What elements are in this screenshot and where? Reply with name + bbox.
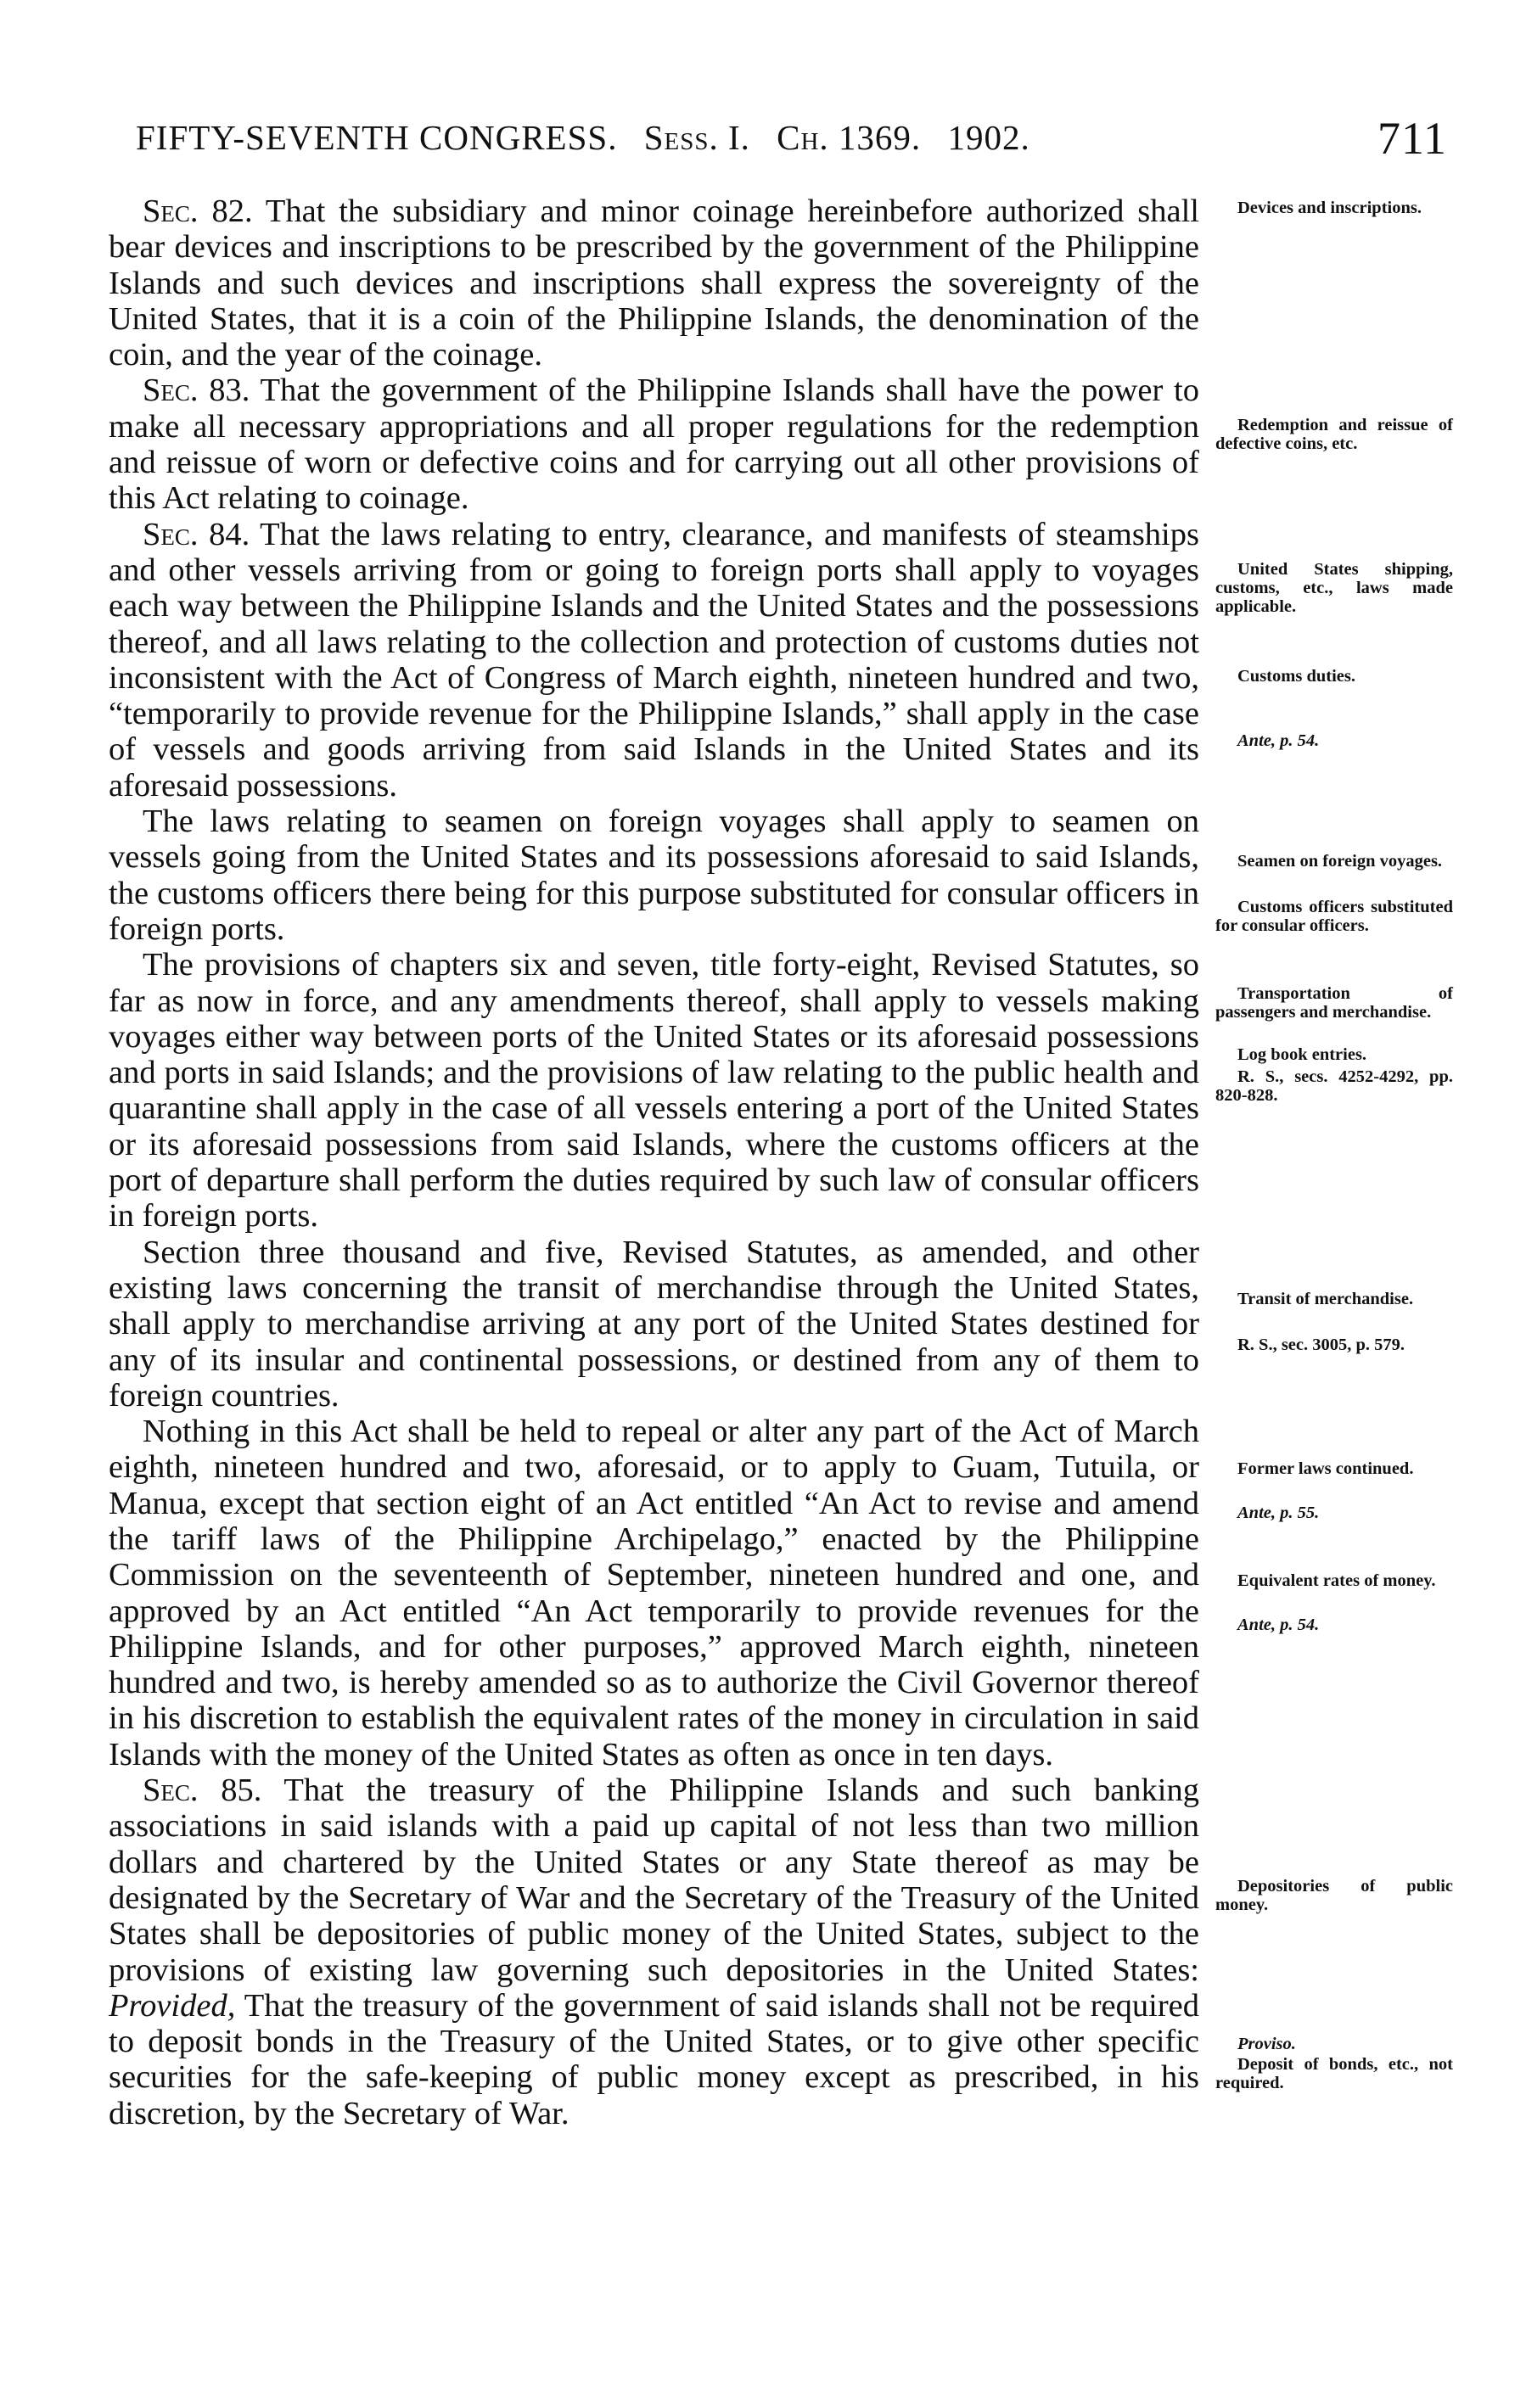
statute-text: [109, 193, 1199, 2131]
section-label: Sec. 83.: [143, 372, 250, 409]
section-text: That the laws relating to entry, clearance, and manifests of steamships and other vessels arriving from or going to foreign ports shall apply to voyages each way between the Philippine Islands and the United States and the possessions thereof, and all laws relating to the collection and protection of customs duties not inconsistent with the Act of Congress of March eighth, nineteen hundred and two, “temporarily to provide revenue for the Philippine Islands,” shall apply in the case of vessels and goods arriving from said Islands in the United States and its aforesaid possessions.: [109, 516, 1199, 804]
margin-note-depositories: Depositories of public money.: [1215, 1877, 1453, 1914]
page-number: 711: [1377, 113, 1447, 164]
margin-note-deposit-bonds: Deposit of bonds, etc., not required.: [1215, 2055, 1453, 2092]
proviso-word: Provided,: [109, 1987, 236, 2024]
section-text: That the subsidiary and minor coinage hereinbefore authorized shall bear devices and inscriptions to be prescribed by the government of the Philippine Islands and such devices and inscriptions shall express the sovereignty of the United States, that it is a coin of the Philippine Islands, the denomination of the coin, and the year of the coinage.: [109, 193, 1199, 373]
margin-note-transportation: Transportation of passengers and merchandise.: [1215, 984, 1453, 1022]
running-title-line: [136, 117, 1047, 158]
margin-note-customs-duties: Customs duties.: [1237, 667, 1355, 686]
margin-note-proviso: Proviso.: [1237, 2035, 1296, 2053]
margin-note-redemption: Redemption and reissue of defective coins, etc.: [1215, 416, 1453, 453]
section-label: Sec. 82.: [143, 193, 253, 229]
margin-note-ante-54: Ante, p. 54.: [1237, 731, 1320, 750]
running-title: FIFTY-SEVENTH CONGRESS.: [136, 118, 618, 157]
chapter: Ch. 1369.: [777, 118, 922, 157]
margin-note-devices: Devices and inscriptions.: [1237, 199, 1422, 217]
margin-note-shipping: United States shipping, customs, etc., laws made applicable.: [1215, 560, 1453, 616]
margin-note-equivalent-rates: Equivalent rates of money.: [1237, 1571, 1436, 1590]
margin-note-rs-4252: R. S., secs. 4252-4292, pp. 820-828.: [1215, 1067, 1453, 1105]
paragraph-seamen: The laws relating to seamen on foreign voyages shall apply to seamen on vessels going from the United States and its possessions aforesaid to said Islands, the customs officers there being for this purpose substituted for consular officers in foreign ports.: [109, 804, 1199, 947]
section-83: [109, 372, 1199, 516]
section-label: Sec. 85.: [143, 1772, 262, 1809]
section-text-continued: That the treasury of the government of said islands shall not be required to deposit bonds in the Treasury of the United States, or to give other specific securities for the safe-keeping of public money except as prescribed, in his discretion, by the Secretary of War.: [109, 1987, 1199, 2131]
running-header: [136, 113, 1447, 168]
paragraph-provisions: The provisions of chapters six and seven, title forty-eight, Revised Statutes, so far as now in force, and any amendments thereof, shall apply to vessels making voyages either way between ports of the United States or its aforesaid possessions and ports in said Islands; and the provisions of law relating to the public health and quarantine shall apply in the case of all vessels entering a port of the United States or its aforesaid possessions from said Islands, where the customs officers at the port of departure shall perform the duties required by such law of consular officers in foreign ports.: [109, 947, 1199, 1235]
margin-note-customs-officers: Customs officers substituted for consular officers.: [1215, 898, 1453, 935]
margin-note-ante-55: Ante, p. 55.: [1237, 1504, 1320, 1522]
margin-note-log-book: Log book entries.: [1237, 1045, 1367, 1064]
margin-note-former-laws: Former laws continued.: [1237, 1459, 1414, 1478]
margin-note-seamen: Seamen on foreign voyages.: [1237, 852, 1443, 871]
paragraph-section-3005: Section three thousand and five, Revised Statutes, as amended, and other existing laws concerning the transit of merchandise through the United States, shall apply to merchandise arriving at any port of the United States destined for any of its insular and continental possessions, or destined from any of them to foreign countries.: [109, 1234, 1199, 1414]
margin-note-rs-3005: R. S., sec. 3005, p. 579.: [1237, 1336, 1405, 1354]
section-label: Sec. 84.: [143, 516, 250, 552]
paragraph-nothing: Nothing in this Act shall be held to repeal or alter any part of the Act of March eighth, nineteen hundred and two, aforesaid, or to apply to Guam, Tutuila, or Manua, except that section eight of an Act entitled “An Act to revise and amend the tariff laws of the Philippine Archipelago,” enacted by the Philippine Commission on the seventeenth of September, nineteen hundred and one, and approved by an Act entitled “An Act temporarily to provide revenues for the Philippine Islands, and for other purposes,” approved March eighth, nineteen hundred and two, is hereby amended so as to authorize the Civil Governor thereof in his discretion to establish the equivalent rates of the money in circulation in said Islands with the money of the United States as often as once in ten days.: [109, 1414, 1199, 1772]
margin-note-ante-54-second: Ante, p. 54.: [1237, 1616, 1320, 1634]
year: 1902.: [947, 118, 1030, 157]
section-85: [109, 1772, 1199, 2131]
margin-note-transit: Transit of merchandise.: [1237, 1290, 1414, 1308]
section-82: [109, 193, 1199, 372]
section-84: [109, 517, 1199, 804]
section-text: That the treasury of the Philippine Islands and such banking associations in said islands with a paid up capital of not less than two million dollars and chartered by the United States or any State thereof as may be designated by the Secretary of War and the Secretary of the Treasury of the United States shall be depositories of public money of the United States, subject to the provisions of existing law governing such depositories in the United States:: [109, 1772, 1199, 1988]
section-text: That the government of the Philippine Islands shall have the power to make all necessary appropriations and all proper regulations for the redemption and reissue of worn or defective coins and for carrying out all other provisions of this Act relating to coinage.: [109, 372, 1200, 517]
session: Sess. I.: [643, 118, 750, 157]
